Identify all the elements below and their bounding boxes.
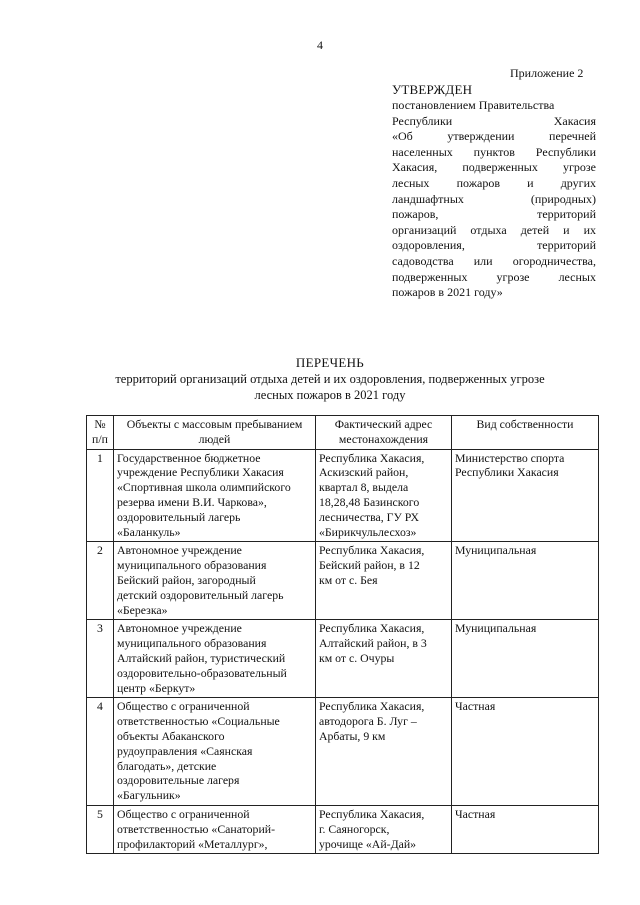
row-ownership	[452, 620, 599, 698]
row-address-line: км от с. Очуры	[319, 650, 395, 665]
row-object-line: Автономное учреждение	[117, 543, 242, 558]
approval-line: оздоровления, территорий	[392, 238, 596, 253]
row-number: 3	[87, 620, 114, 698]
row-ownership-line: Частная	[455, 699, 496, 714]
approval-line: ландшафтных (природных)	[392, 191, 596, 206]
row-object-line: Автономное учреждение	[117, 621, 242, 636]
row-address-line: Алтайский район, в 3	[319, 636, 427, 651]
row-address-line: Республика Хакасия,	[319, 543, 425, 558]
approval-line: Республики Хакасия	[392, 113, 596, 128]
approval-line: организаций отдыха детей и их	[392, 222, 596, 237]
row-address-line: Арбаты, 9 км	[319, 728, 386, 743]
row-ownership-line: Республики Хакасия	[455, 465, 559, 480]
row-address-line: Республика Хакасия,	[319, 806, 425, 821]
row-ownership-line: Муниципальная	[455, 543, 537, 558]
row-address-line: г. Саяногорск,	[319, 821, 390, 836]
row-object-line: Общество с ограниченной	[117, 806, 250, 821]
row-object-line: профилакторий «Металлург»,	[117, 836, 268, 851]
row-address-line: 18,28,48 Базинского	[319, 494, 420, 509]
row-object-line: Бейский район, загородный	[117, 572, 256, 587]
header-num: № п/п	[87, 416, 114, 450]
row-ownership	[452, 449, 599, 542]
row-object	[114, 542, 316, 620]
row-object-line: муниципального образования	[117, 558, 267, 573]
approval-text	[392, 98, 596, 301]
approval-line: «Об утверждении перечней	[392, 129, 596, 144]
row-object-line: ответственностью «Санаторий-	[117, 821, 276, 836]
row-ownership-line: Министерство спорта	[455, 450, 565, 465]
approval-line: садоводства или огородничества,	[392, 253, 596, 268]
row-address-line: Республика Хакасия,	[319, 450, 425, 465]
row-address-line: автодорога Б. Луг –	[319, 714, 417, 729]
row-object-line: учреждение Республики Хакасия	[117, 465, 284, 480]
row-address-line: Бейский район, в 12	[319, 558, 420, 573]
approved-heading: УТВЕРЖДЕН	[392, 82, 473, 97]
row-object-line: благодать», детские	[117, 758, 217, 773]
row-object-line: оздоровительный лагерь	[117, 509, 241, 524]
row-ownership-line: Частная	[455, 806, 496, 821]
title-subtitle-line: лесных пожаров в 2021 году	[254, 388, 406, 402]
header-object: Объекты с массовым пребыванием людей	[114, 416, 316, 450]
row-number: 5	[87, 805, 114, 853]
table-row	[87, 805, 599, 853]
title-subtitle-line: территорий организаций отдыха детей и их оздоровления, подверженных угрозе	[115, 372, 545, 386]
header-ownership: Вид собственности	[452, 416, 599, 450]
row-object-line: «Березка»	[117, 602, 168, 617]
table-header-row	[87, 416, 599, 450]
territories-table	[86, 415, 599, 854]
row-object-line: Алтайский район, туристический	[117, 650, 286, 665]
approval-line: лесных пожаров и других	[392, 175, 596, 190]
header-address: Фактический адрес местонахождения	[316, 416, 452, 450]
row-address-line: Аскизский район,	[319, 465, 409, 480]
row-object	[114, 449, 316, 542]
row-address-line: квартал 8, выдела	[319, 480, 409, 495]
approval-line: населенных пунктов Республики	[392, 144, 596, 159]
row-address	[316, 542, 452, 620]
row-address-line: Республика Хакасия,	[319, 699, 425, 714]
row-address-line: Республика Хакасия,	[319, 621, 425, 636]
table-row	[87, 698, 599, 806]
row-address-line: «Бирикчульлесхоз»	[319, 524, 417, 539]
approval-line: подверженных угрозе лесных	[392, 269, 596, 284]
approval-line: пожаров в 2021 году»	[392, 285, 503, 300]
table-row	[87, 449, 599, 542]
row-number: 4	[87, 698, 114, 806]
row-address	[316, 805, 452, 853]
page-number: 4	[317, 38, 323, 52]
row-object-line: Государственное бюджетное	[117, 450, 261, 465]
row-object-line: объекты Абаканского	[117, 728, 225, 743]
approval-line: пожаров, территорий	[392, 207, 596, 222]
row-object-line: рудоуправления «Саянская	[117, 743, 253, 758]
row-address	[316, 698, 452, 806]
row-number: 1	[87, 449, 114, 542]
row-ownership	[452, 805, 599, 853]
row-object-line: резерва имени В.И. Чаркова»,	[117, 494, 267, 509]
row-object-line: детский оздоровительный лагерь	[117, 587, 284, 602]
appendix-label: Приложение 2	[510, 66, 584, 80]
row-object-line: ответственностью «Социальные	[117, 714, 280, 729]
row-object-line: оздоровительные лагеря	[117, 773, 240, 788]
approval-line: Хакасия, подверженных угрозе	[392, 160, 596, 175]
title-main: ПЕРЕЧЕНЬ	[295, 355, 365, 370]
row-object	[114, 698, 316, 806]
row-object-line: «Баланкуль»	[117, 524, 181, 539]
row-object-line: Общество с ограниченной	[117, 699, 250, 714]
row-number: 2	[87, 542, 114, 620]
row-address-line: урочище «Ай-Дай»	[319, 836, 417, 851]
row-object-line: центр «Беркут»	[117, 680, 196, 695]
row-object	[114, 620, 316, 698]
row-address	[316, 620, 452, 698]
row-address-line: км от с. Бея	[319, 572, 378, 587]
row-ownership-line: Муниципальная	[455, 621, 537, 636]
row-object-line: оздоровительно-образовательный	[117, 665, 287, 680]
table-row	[87, 542, 599, 620]
row-object-line: муниципального образования	[117, 636, 267, 651]
table-row	[87, 620, 599, 698]
row-ownership	[452, 542, 599, 620]
approval-line: постановлением Правительства	[392, 98, 555, 112]
document-title	[60, 355, 600, 403]
row-address-line: лесничества, ГУ РХ	[319, 509, 420, 524]
row-ownership	[452, 698, 599, 806]
row-object	[114, 805, 316, 853]
row-object-line: «Спортивная школа олимпийского	[117, 480, 291, 495]
row-object-line: «Багульник»	[117, 788, 181, 803]
table-body	[87, 449, 599, 854]
row-address	[316, 449, 452, 542]
